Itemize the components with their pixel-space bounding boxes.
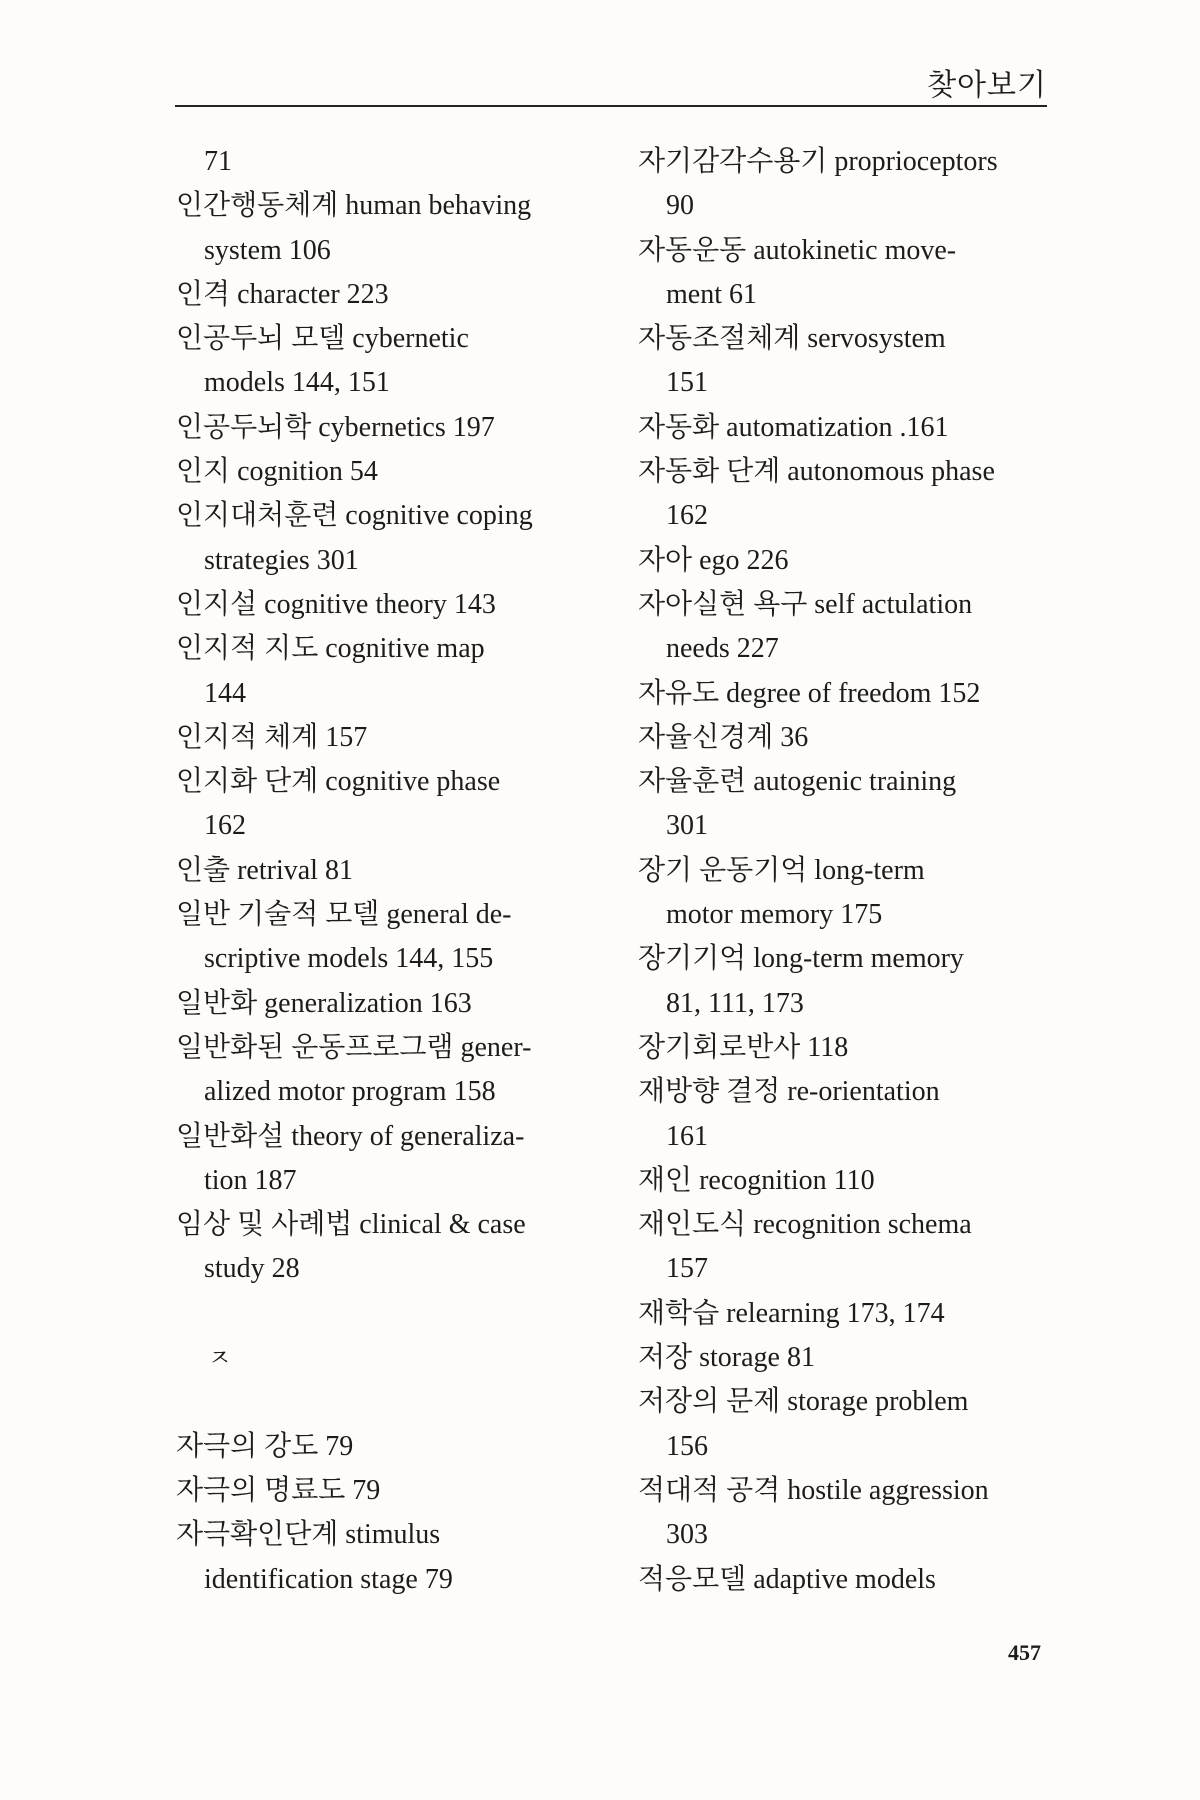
index-line: 인지 cognition 54 xyxy=(176,456,378,488)
index-line: identification stage 79 xyxy=(204,1563,453,1595)
index-line: 인지설 cognitive theory 143 xyxy=(176,588,496,620)
index-line: 자동운동 autokinetic move- xyxy=(638,234,957,266)
index-line: 자동조절체계 servosystem xyxy=(638,323,946,355)
index-line: 161 xyxy=(666,1120,708,1152)
index-line: 301 xyxy=(666,810,708,842)
index-line: 157 xyxy=(666,1253,708,1285)
header-rule xyxy=(175,105,1047,107)
index-line: 162 xyxy=(204,810,246,842)
index-line: 90 xyxy=(666,190,694,222)
index-line: 인지적 체계 157 xyxy=(176,721,368,753)
index-line: alized motor program 158 xyxy=(204,1076,496,1108)
index-line: 자아실현 욕구 self actulation xyxy=(638,588,973,620)
index-line: 자율신경계 36 xyxy=(638,721,809,753)
index-line: 일반화 generalization 163 xyxy=(176,987,472,1019)
index-line: needs 227 xyxy=(666,633,779,665)
index-section-letter: ㅈ xyxy=(208,1344,232,1373)
index-line: 144 xyxy=(204,677,246,709)
index-line: 자극의 명료도 79 xyxy=(176,1474,381,1506)
index-line: 자동화 단계 autonomous phase xyxy=(638,456,995,488)
index-line: 장기회로반사 118 xyxy=(638,1031,849,1063)
index-line: 인간행동체계 human behaving xyxy=(176,190,532,222)
index-line: 자율훈련 autogenic training xyxy=(638,766,957,798)
index-line: 일반화설 theory of generaliza- xyxy=(176,1120,525,1152)
index-line: 인공두뇌 모델 cybernetic xyxy=(176,323,469,355)
index-line: 인격 character 223 xyxy=(176,278,389,310)
index-line: 자유도 degree of freedom 152 xyxy=(638,677,981,709)
index-line: 자극확인단계 stimulus xyxy=(176,1519,441,1551)
index-line: tion 187 xyxy=(204,1164,297,1196)
index-line: 장기기억 long-term memory xyxy=(638,943,964,975)
index-line: 재인 recognition 110 xyxy=(638,1164,875,1196)
page-header-title: 찾아보기 xyxy=(927,68,1047,103)
spacer xyxy=(176,1380,596,1424)
index-line: strategies 301 xyxy=(204,544,359,576)
index-line: 151 xyxy=(666,367,708,399)
index-line: 자기감각수용기 proprioceptors xyxy=(638,146,998,177)
index-line: study 28 xyxy=(204,1253,300,1285)
index-line: ment 61 xyxy=(666,278,757,310)
spacer xyxy=(176,1292,596,1336)
index-line: 인지적 지도 cognitive map xyxy=(176,633,485,665)
index-line: 인지대처훈련 cognitive coping xyxy=(176,500,533,532)
index-line: 적대적 공격 hostile aggression xyxy=(638,1474,989,1506)
index-column-right xyxy=(638,140,1078,1602)
index-line: 일반화된 운동프로그램 gener- xyxy=(176,1031,532,1063)
index-line: 일반 기술적 모델 general de- xyxy=(176,899,512,931)
index-line: 인지화 단계 cognitive phase xyxy=(176,766,501,798)
index-line: 저장의 문제 storage problem xyxy=(638,1386,969,1418)
index-line: 재학습 relearning 173, 174 xyxy=(638,1297,945,1329)
index-line: 임상 및 사례법 clinical & case xyxy=(176,1209,526,1241)
index-line: 자아 ego 226 xyxy=(638,544,789,576)
index-line: 자동화 automatization .161 xyxy=(638,411,949,443)
index-line: motor memory 175 xyxy=(666,899,883,931)
index-line: 156 xyxy=(666,1430,708,1462)
index-line: 162 xyxy=(666,500,708,532)
index-line: 장기 운동기억 long-term xyxy=(638,854,925,886)
index-line: 저장 storage 81 xyxy=(638,1342,815,1374)
index-line: 303 xyxy=(666,1519,708,1551)
index-line: 81, 111, 173 xyxy=(666,987,804,1019)
index-line: 인출 retrival 81 xyxy=(176,854,353,886)
index-line: 71 xyxy=(204,146,232,177)
index-line: 인공두뇌학 cybernetics 197 xyxy=(176,411,495,443)
index-column-left xyxy=(176,140,596,1602)
index-line: 재방향 결정 re-orientation xyxy=(638,1076,940,1108)
index-line: 재인도식 recognition schema xyxy=(638,1209,972,1241)
page-number: 457 xyxy=(1008,1640,1041,1665)
index-line: 적응모델 adaptive models xyxy=(638,1563,936,1595)
index-line: models 144, 151 xyxy=(204,367,390,399)
index-line: 자극의 강도 79 xyxy=(176,1430,354,1462)
index-line: scriptive models 144, 155 xyxy=(204,943,494,975)
index-line: system 106 xyxy=(204,234,331,266)
